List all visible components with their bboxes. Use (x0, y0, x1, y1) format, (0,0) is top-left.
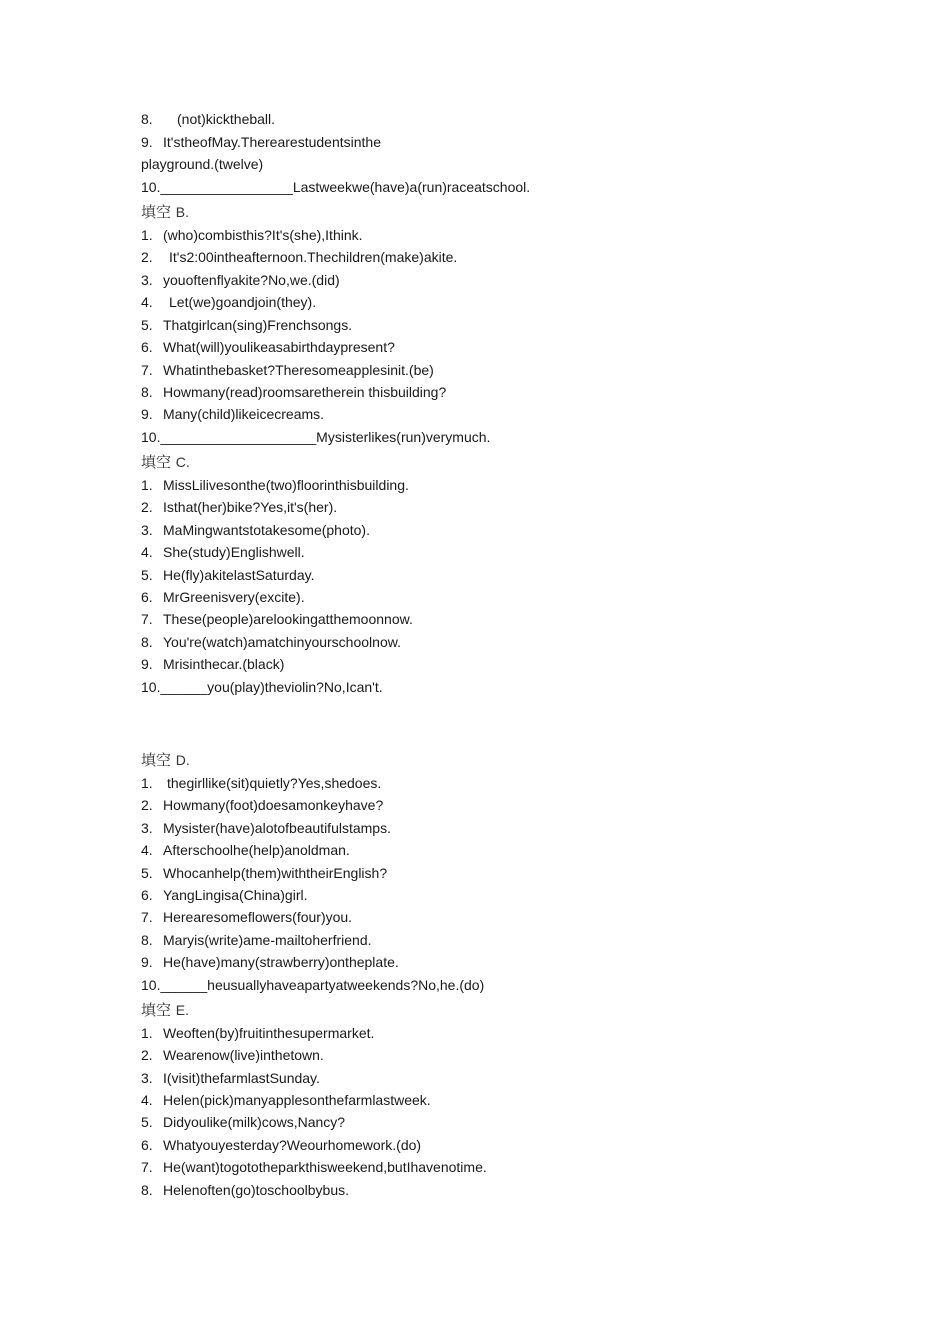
item-text: youoftenflyakite?No,we.(did) (163, 272, 340, 288)
exercise-line (141, 1113, 345, 1131)
item-number: 2. (141, 499, 153, 515)
item-number: 8. (141, 111, 153, 127)
item-text: It's2:00intheafternoon.Thechildren(make)akite. (169, 249, 458, 265)
item-number: 6. (141, 887, 153, 903)
item-text: (not)kicktheball. (177, 111, 276, 127)
exercise-line (141, 226, 363, 244)
item-text: Herearesomeflowers(four)you. (163, 909, 353, 925)
item-text: (who)combisthis?It's(she),Ithink. (163, 227, 363, 243)
exercise-line (141, 1046, 324, 1064)
item-text: 10._________________Lastweekwe(have)a(run)raceatschool. (141, 179, 531, 195)
item-number: 3. (141, 522, 153, 538)
item-text: Weoften(by)fruitinthesupermarket. (163, 1025, 375, 1041)
section-heading-letter: B. (175, 204, 190, 220)
item-number: 8. (141, 932, 153, 948)
exercise-line (141, 248, 457, 266)
section-heading (141, 1001, 189, 1019)
item-number: 6. (141, 339, 153, 355)
exercise-line (141, 155, 263, 173)
section-heading (141, 203, 189, 221)
exercise-line (141, 361, 434, 379)
exercise-line (141, 976, 484, 994)
item-number: 7. (141, 909, 153, 925)
exercise-line (141, 566, 314, 584)
item-text: Helenoften(go)toschoolbybus. (163, 1182, 350, 1198)
item-text: Whatyouyesterday?Weourhomework.(do) (163, 1137, 422, 1153)
exercise-line (141, 908, 352, 926)
exercise-line (141, 178, 530, 196)
item-text: MissLilivesonthe(two)floorinthisbuilding. (163, 477, 409, 493)
exercise-line (141, 953, 399, 971)
item-number: 8. (141, 1182, 153, 1198)
item-text: Howmany(foot)doesamonkeyhave? (163, 797, 384, 813)
exercise-line (141, 774, 381, 792)
section-heading-label: 填空 (141, 203, 172, 221)
item-text: Didyoulike(milk)cows,Nancy? (163, 1114, 346, 1130)
exercise-line (141, 633, 401, 651)
item-number: 1. (141, 775, 153, 791)
item-text: These(people)arelookingatthemoonnow. (163, 611, 413, 627)
exercise-line (141, 841, 350, 859)
exercise-line (141, 655, 284, 673)
item-number: 3. (141, 272, 153, 288)
item-number: 4. (141, 544, 153, 560)
item-text: 10.____________________Mysisterlikes(run)verymuch. (141, 429, 491, 445)
exercise-line (141, 610, 413, 628)
exercise-line (141, 498, 337, 516)
exercise-line (141, 110, 275, 128)
item-number: 9. (141, 406, 153, 422)
item-text: He(want)togototheparkthisweekend,butIhavenotime. (163, 1159, 487, 1175)
item-text: Helen(pick)manyapplesonthefarmlastweek. (163, 1092, 431, 1108)
exercise-line (141, 1158, 487, 1176)
item-number: 6. (141, 589, 153, 605)
exercise-line (141, 796, 383, 814)
item-number: 5. (141, 567, 153, 583)
item-text: I(visit)thefarmlastSunday. (163, 1070, 320, 1086)
exercise-line (141, 316, 352, 334)
item-text: He(have)many(strawberry)ontheplate. (163, 954, 399, 970)
exercise-line (141, 293, 316, 311)
item-text: 10.______heusuallyhaveapartyatweekends?No,he.(do) (141, 977, 485, 993)
exercise-line (141, 588, 305, 606)
item-text: 10.______you(play)theviolin?No,Ican't. (141, 679, 383, 695)
item-text: playground.(twelve) (141, 156, 264, 172)
item-number: 7. (141, 1159, 153, 1175)
section-heading-letter: D. (175, 752, 190, 768)
item-text: Whocanhelp(them)withtheirEnglish? (163, 865, 388, 881)
exercise-line (141, 338, 395, 356)
item-text: Many(child)likeicecreams. (163, 406, 325, 422)
item-text: Thatgirlcan(sing)Frenchsongs. (163, 317, 353, 333)
item-text: Maryis(write)ame-mailtoherfriend. (163, 932, 372, 948)
item-number: 4. (141, 294, 153, 310)
item-text: He(fly)akitelastSaturday. (163, 567, 315, 583)
section-heading-letter: E. (175, 1002, 190, 1018)
exercise-line (141, 819, 391, 837)
item-number: 8. (141, 384, 153, 400)
section-heading (141, 751, 190, 769)
item-text: Isthat(her)bike?Yes,it's(her). (163, 499, 338, 515)
exercise-line (141, 383, 446, 401)
item-number: 1. (141, 477, 153, 493)
exercise-line (141, 678, 383, 696)
section-heading-label: 填空 (141, 751, 172, 769)
exercise-line (141, 405, 324, 423)
item-text: Whatinthebasket?Theresomeapplesinit.(be) (163, 362, 434, 378)
item-number: 3. (141, 820, 153, 836)
item-number: 9. (141, 656, 153, 672)
exercise-line (141, 521, 370, 539)
item-text: Mysister(have)alotofbeautifulstamps. (163, 820, 391, 836)
item-text: YangLingisa(China)girl. (163, 887, 308, 903)
item-number: 5. (141, 865, 153, 881)
section-heading-label: 填空 (141, 1001, 172, 1019)
item-text: It'stheofMay.Therearestudentsinthe (163, 134, 381, 150)
item-number: 4. (141, 842, 153, 858)
exercise-line (141, 543, 305, 561)
exercise-line (141, 1024, 374, 1042)
item-number: 2. (141, 1047, 153, 1063)
item-text: Let(we)goandjoin(they). (169, 294, 317, 310)
item-text: You're(watch)amatchinyourschoolnow. (163, 634, 401, 650)
item-number: 7. (141, 362, 153, 378)
item-number: 9. (141, 954, 153, 970)
exercise-line (141, 271, 340, 289)
item-number: 7. (141, 611, 153, 627)
section-heading-label: 填空 (141, 453, 172, 471)
item-text: Wearenow(live)inthetown. (163, 1047, 324, 1063)
item-number: 9. (141, 134, 153, 150)
section-heading-letter: C. (175, 454, 190, 470)
exercise-line (141, 1136, 421, 1154)
exercise-line (141, 1181, 349, 1199)
item-number: 2. (141, 797, 153, 813)
item-text: She(study)Englishwell. (163, 544, 305, 560)
exercise-line (141, 1091, 431, 1109)
item-number: 1. (141, 1025, 153, 1041)
exercise-line (141, 133, 381, 151)
exercise-line (141, 476, 409, 494)
item-text: What(will)youlikeasabirthdaypresent? (163, 339, 395, 355)
item-number: 3. (141, 1070, 153, 1086)
exercise-line (141, 1069, 320, 1087)
item-number: 5. (141, 317, 153, 333)
item-text: MaMingwantstotakesome(photo). (163, 522, 370, 538)
exercise-line (141, 931, 372, 949)
item-text: Mrisinthecar.(black) (163, 656, 285, 672)
exercise-line (141, 864, 387, 882)
exercise-line (141, 886, 307, 904)
item-number: 8. (141, 634, 153, 650)
item-number: 1. (141, 227, 153, 243)
item-text: Howmany(read)roomsaretherein thisbuilding? (163, 384, 447, 400)
item-text: MrGreenisvery(excite). (163, 589, 305, 605)
item-number: 6. (141, 1137, 153, 1153)
item-text: thegirllike(sit)quietly?Yes,shedoes. (167, 775, 382, 791)
item-number: 2. (141, 249, 153, 265)
item-number: 5. (141, 1114, 153, 1130)
item-number: 4. (141, 1092, 153, 1108)
section-heading (141, 453, 190, 471)
exercise-line (141, 428, 490, 446)
item-text: Afterschoolhe(help)anoldman. (163, 842, 350, 858)
